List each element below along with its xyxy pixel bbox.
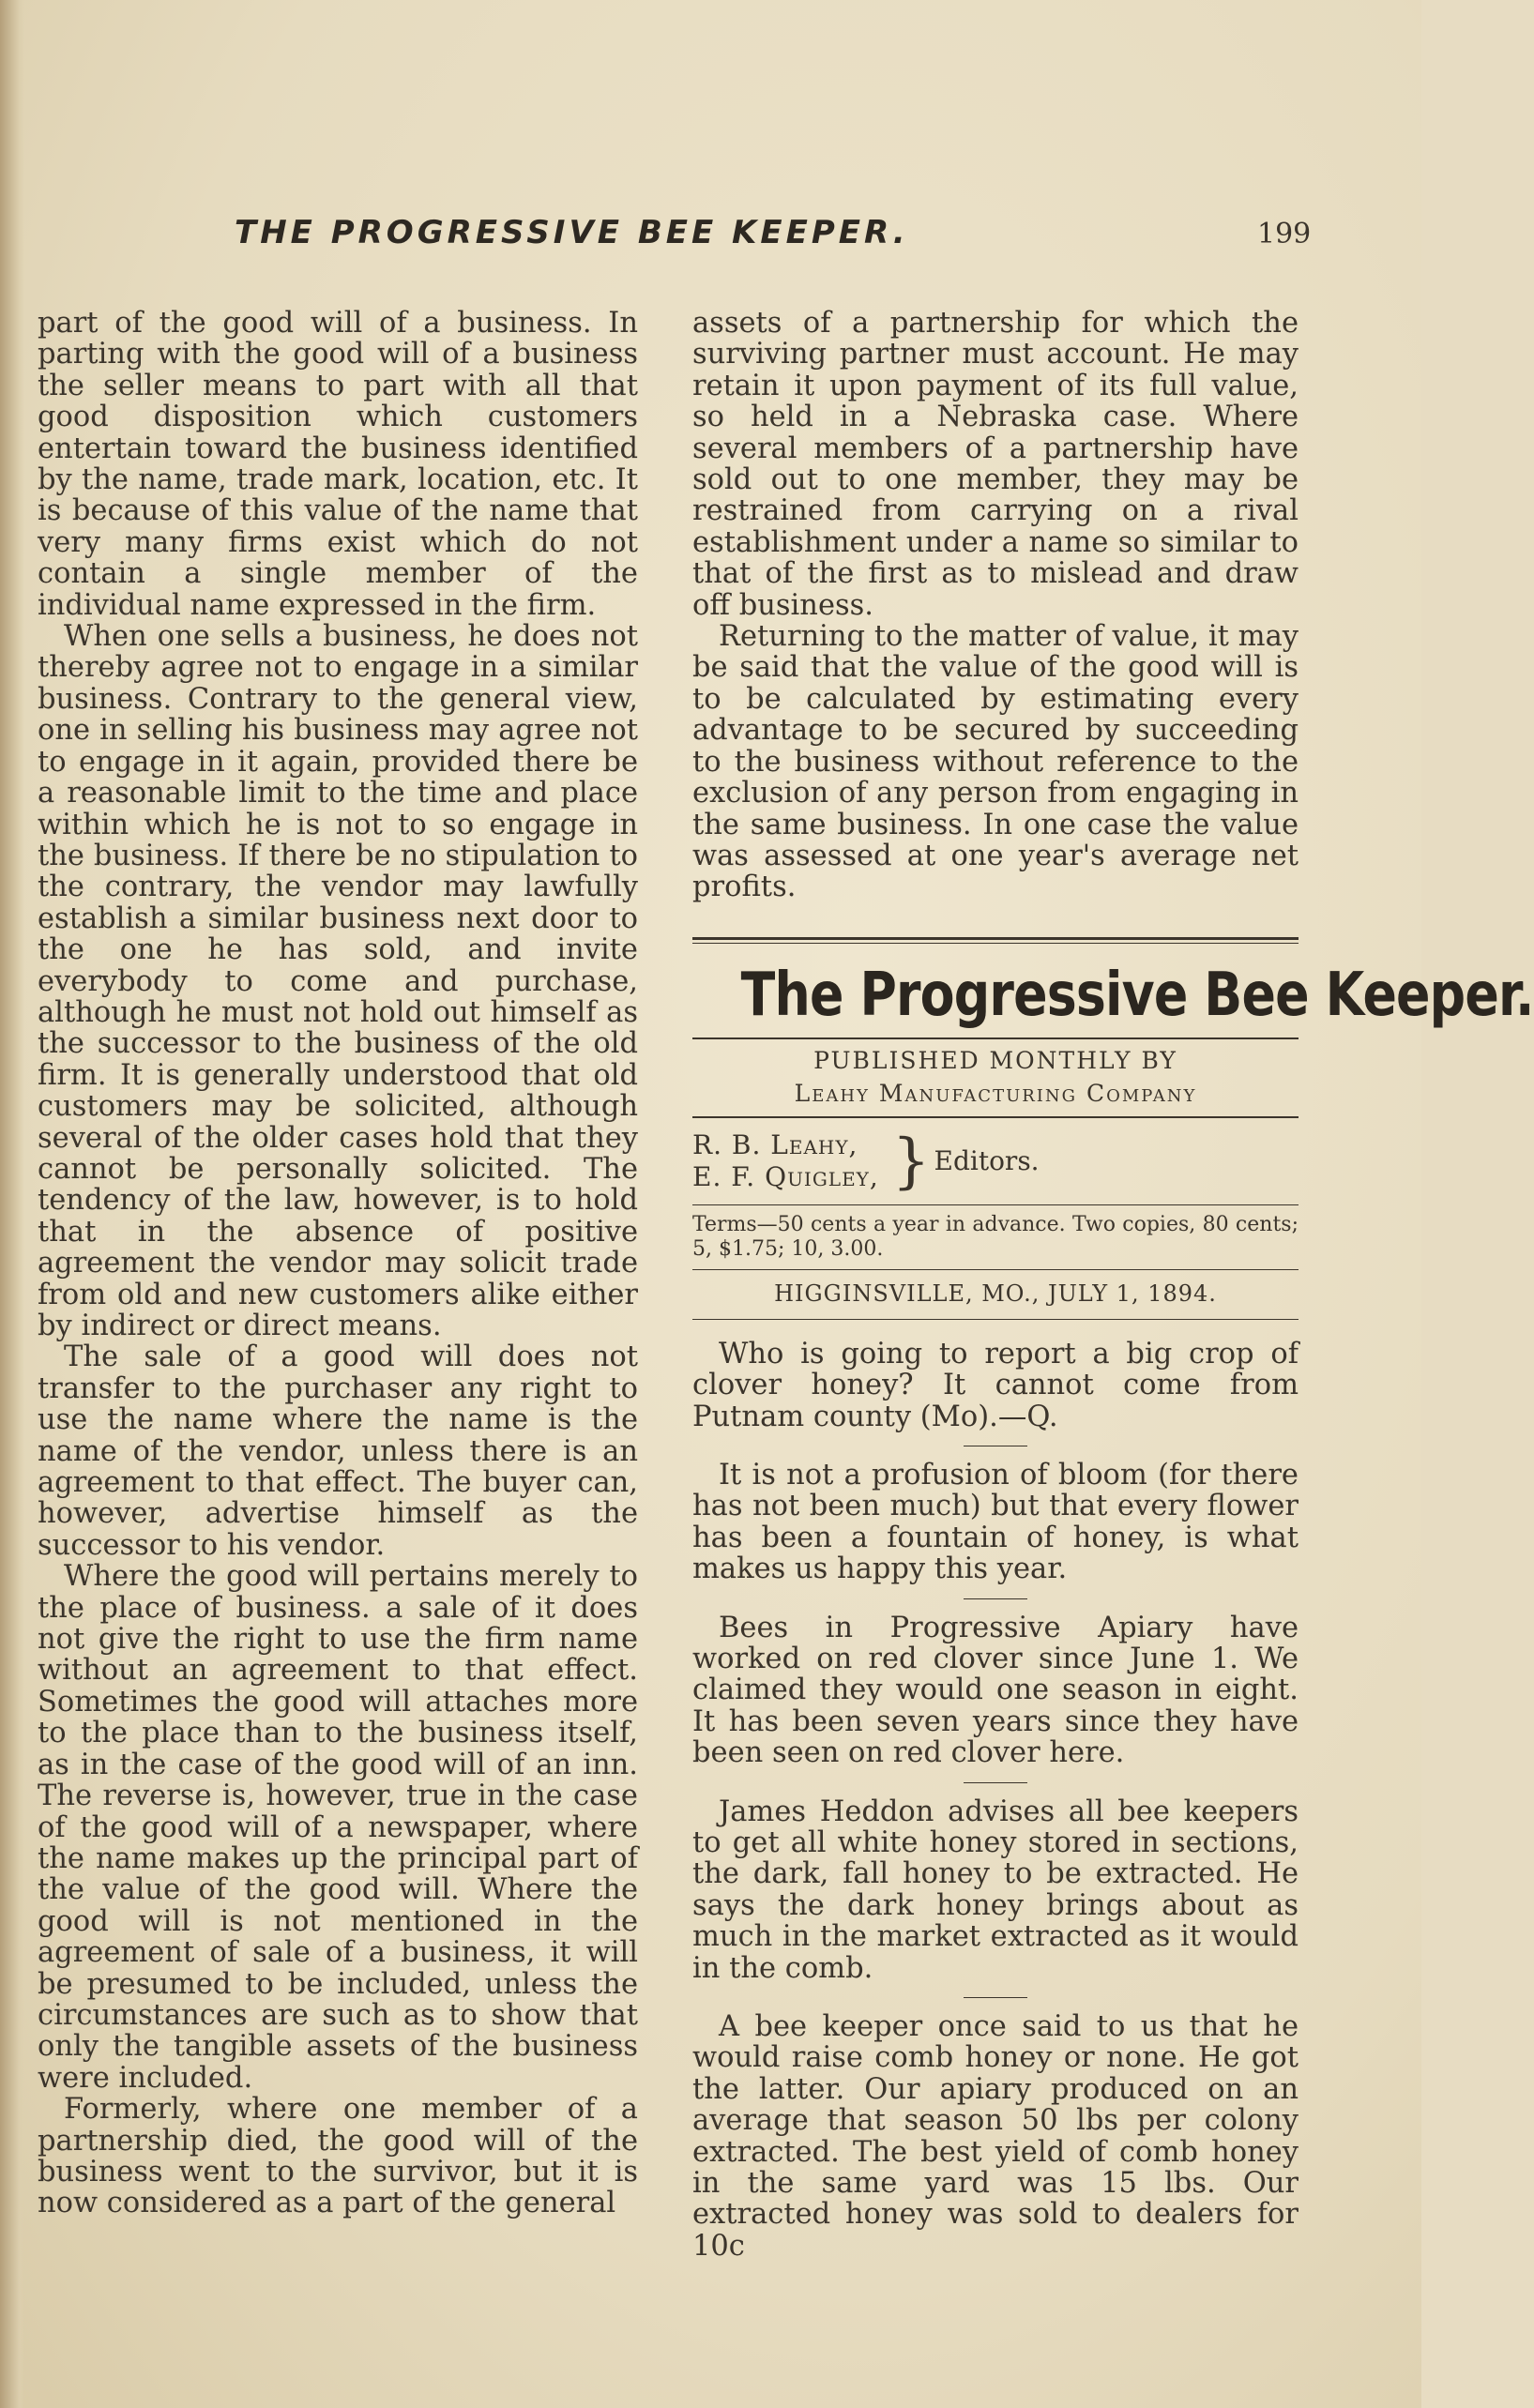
news-item-2: It is not a profusion of bloom (for there has not been much) but that every flower has been a fountain of honey, is what makes us happy this year.	[692, 1458, 1299, 1586]
masthead-rule	[692, 1116, 1299, 1118]
left-paragraph-5: Formerly, where one member of a partnership died, the good will of the business went to the survivor, but it is now considered as a part of the general	[38, 2093, 638, 2220]
left-paragraph-2: When one sells a business, he does not thereby agree not to engage in a similar business. Contrary to the general view, one in selling his business may agree not to engage in it again, provided there be a reasonable limit to the time and place within which he is not to so engage in the business. If there be no stipulation to the contrary, the vendor may lawfully establish a similar business next door to the one he has sold, and invite everybody to come and purchase, although he must not hold out himself as the successor to the business of the old firm. It is generally understood that old customers may be solicited, although several of the older cases hold that they cannot be personally solicited. The tendency of the law, however, is to hold that in the absence of positive agreement the vendor may solicit trade from old and new customers alike either by indirect or direct means.	[38, 620, 638, 1342]
editors-block	[692, 1124, 1299, 1197]
right-column	[692, 307, 1534, 2263]
published-monthly-by: PUBLISHED MONTHLY BY	[813, 1046, 1177, 1074]
editor-leahy: R. B. Leahy,	[692, 1128, 858, 1160]
news-item-4: James Heddon advises all bee keepers to get all white honey stored in sections, the dark, fall honey to be extracted. He says the dark honey brings about as much in the market extracted as it would in the comb.	[692, 1795, 1299, 1985]
news-item-5: A bee keeper once said to us that he would raise comb honey or none. He got the latter. Our apiary produced on an average that season 50 lbs per colony extracted. The best yield of comb honey in the same yard was 15 lbs. Our extracted honey was sold to dealers for 10c	[692, 2010, 1299, 2263]
editors-brace: }	[891, 1126, 931, 1196]
masthead-rule	[692, 1037, 1299, 1039]
page-number: 199	[1257, 218, 1312, 250]
item-separator	[964, 1782, 1027, 1783]
masthead-title: The Progressive Bee Keeper.	[740, 960, 1534, 1030]
right-paragraph-2: Returning to the matter of value, it may be said that the value of the good will is to be calculated by estimating every advantage to be secured by succeeding to the business without reference to the exclusion of any person from engaging in the same business. In one case the value was assessed at one year's average net profits.	[692, 620, 1299, 904]
subscription-terms: Terms—50 cents a year in advance. Two copies, 80 cents; 5, $1.75; 10, 3.00.	[692, 1212, 1299, 1261]
news-item-1: Who is going to report a big crop of clover honey? It cannot come from Putnam county (Mo).—Q.	[692, 1337, 1299, 1433]
masthead-double-rule	[692, 937, 1299, 944]
running-head-title: THE PROGRESSIVE BEE KEEPER.	[235, 214, 909, 251]
item-separator	[964, 1997, 1027, 1998]
left-paragraph-1: part of the good will of a business. In parting with the good will of a business the seller means to part with all that good disposition which customers entertain toward the business identified by the name, trade mark, location, etc. It is because of this value of the name that very many firms exist which do not contain a single member of the individual name expressed in the firm.	[38, 307, 638, 622]
right-paragraph-1: assets of a partnership for which the surviving partner must account. He may retain it upon payment of its full value, so held in a Nebraska case. Where several members of a partnership have sold out to one member, they may be restrained from carrying on a rival establishment under a name so similar to that of the first as to mislead and draw off business.	[692, 307, 1299, 622]
editor-quigley: E. F. Quigley,	[692, 1160, 879, 1192]
page-spine-shadow	[0, 0, 24, 2408]
publisher-company: Leahy Manufacturing Company	[794, 1079, 1197, 1107]
dateline: HIGGINSVILLE, MO., JULY 1, 1894.	[774, 1280, 1217, 1307]
news-item-3: Bees in Progressive Apiary have worked on red clover since June 1. We claimed they would one season in eight. It has been seven years since they have been seen on red clover here.	[692, 1611, 1299, 1770]
masthead-rule	[692, 1319, 1299, 1320]
left-paragraph-4: Where the good will pertains merely to the place of business. a sale of it does not give the right to use the firm name without an agreement to that effect. Sometimes the good will attaches more to the place than to the business itself, as in the case of the good will of an inn. The reverse is, however, true in the case of the good will of a newspaper, where the name makes up the principal part of the value of the good will. Where the good will is not mentioned in the agreement of sale of a business, it will be presumed to be included, unless the circumstances are such as to show that only the tangible assets of the business were included.	[38, 1560, 638, 2095]
masthead-rule	[692, 1204, 1299, 1205]
editors-label: Editors.	[934, 1144, 1040, 1176]
left-paragraph-3: The sale of a good will does not transfer to the purchaser any right to use the name where the name is the name of the vendor, unless there is an agreement to that effect. The buyer can, however, advertise himself as the successor to his vendor.	[38, 1340, 638, 1562]
masthead	[692, 937, 1534, 1320]
masthead-rule	[692, 1269, 1299, 1270]
editor-names	[692, 1129, 879, 1193]
left-column	[38, 308, 638, 2219]
item-separator	[964, 1598, 1027, 1599]
